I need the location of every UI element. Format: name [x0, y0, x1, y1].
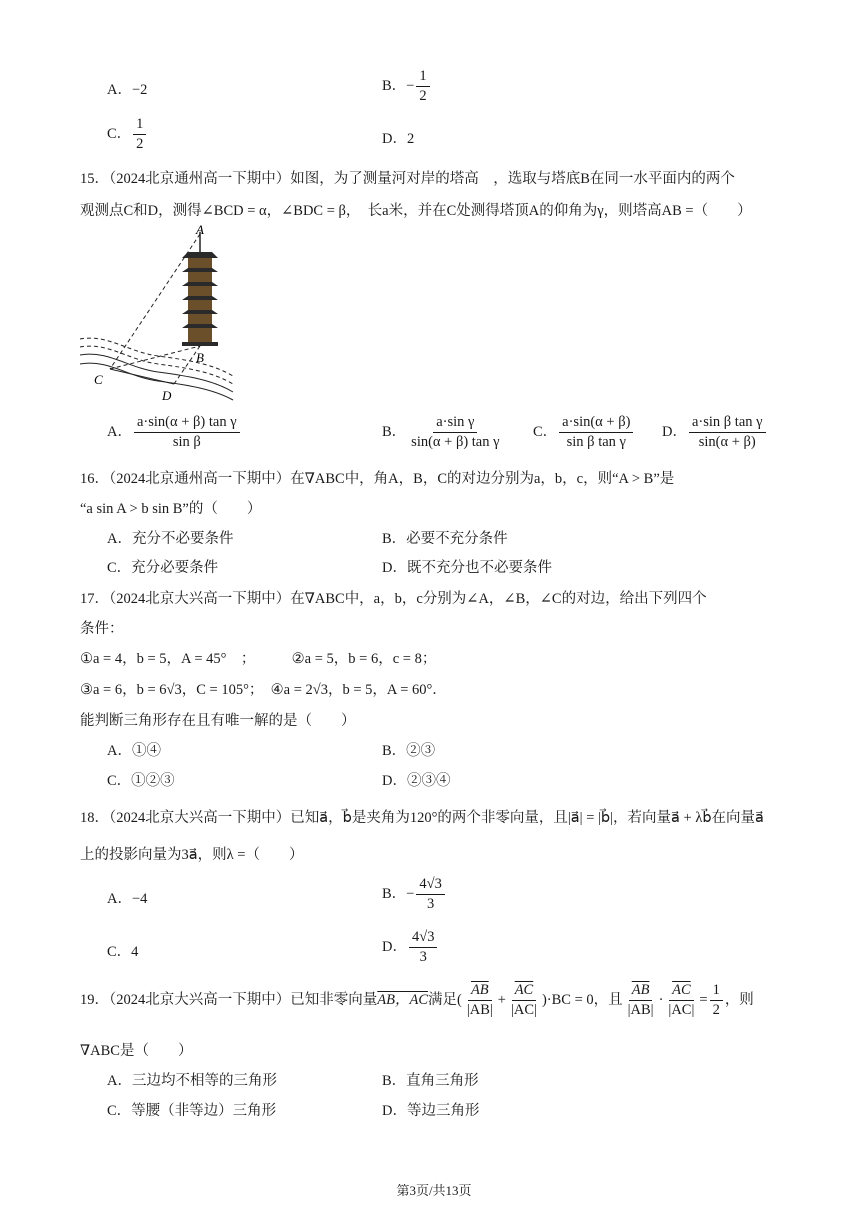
fraction-numerator: 1 — [710, 982, 723, 1001]
fraction-numerator: a·sin β tan γ — [689, 414, 766, 433]
q15-option-c-fraction — [559, 414, 633, 452]
q19-vectors: AB，AC — [377, 992, 428, 1009]
fraction-numerator: $\overline{AC}$ — [669, 982, 694, 1001]
q14-option-c — [107, 116, 148, 154]
fraction-numerator: $\overline{AC}$ — [512, 982, 537, 1001]
q15-stem-line1: 15．（2024北京通州高一下期中）如图，为了测量河对岸的塔高 ，选取与塔底B在同一水平面内的两个 — [80, 171, 735, 187]
q19-fraction-ac — [508, 982, 540, 1020]
option-label: A． — [107, 424, 132, 441]
q14-option-b-fraction — [416, 68, 429, 106]
line-cd — [110, 369, 174, 384]
river-bank-line — [80, 354, 233, 392]
q16-option-b: B．必要不充分条件 — [382, 531, 508, 547]
point-label-c: C — [94, 372, 103, 387]
q18-option-a: A．−4 — [107, 891, 148, 907]
fraction-numerator: 4√3 — [416, 876, 444, 895]
q14-option-a: A．−2 — [107, 82, 148, 98]
q19-fraction-ab — [464, 982, 496, 1020]
q16-stem-line2: “a sin A > b sin B”的（ ） — [80, 501, 262, 517]
q18-stem-line2: 上的投影向量为3a⃗，则λ =（ ） — [80, 847, 304, 863]
fraction-numerator: a·sin γ — [433, 414, 477, 433]
q18-stem-line1: 18．（2024北京大兴高一下期中）已知a⃗，b⃗是夹角为120°的两个非零向量，且|a⃗| = |b⃗|，若向量a⃗ + λb⃗在向量a⃗ — [80, 810, 764, 826]
q19-fraction-ab-2 — [625, 982, 657, 1020]
q14-option-c-prefix: C． — [107, 126, 132, 143]
option-label: D． — [382, 939, 407, 956]
fraction-numerator: 1 — [133, 116, 146, 135]
fraction-numerator: 1 — [416, 68, 429, 87]
q15-option-d — [662, 414, 768, 452]
fraction-numerator: $\overline{AB}$ — [468, 982, 492, 1001]
q17-condition-line1: ①a = 4，b = 5，A = 45° ； ②a = 5，b = 6，c = 8； — [80, 651, 437, 667]
q15-option-c — [533, 414, 635, 452]
fraction-numerator: a·sin(α + β) — [559, 414, 633, 433]
fraction-denominator: |AC| — [668, 1002, 695, 1019]
tower-river-figure — [78, 224, 238, 404]
fraction-denominator: 3 — [426, 896, 435, 913]
q17-stem-line2: 条件： — [80, 621, 124, 637]
q17-option-d: D．②③④ — [382, 773, 451, 789]
q14-option-b-prefix: B．− — [382, 78, 415, 95]
fraction-numerator: $\overline{AB}$ — [629, 982, 653, 1001]
q19-option-d: D．等边三角形 — [382, 1103, 480, 1119]
q15-option-a — [107, 414, 242, 452]
q19-prefix: 19．（2024北京大兴高一下期中）已知非零向量 — [80, 992, 378, 1009]
q19-fraction-ac-2 — [665, 982, 697, 1020]
q17-stem-line1: 17．（2024北京大兴高一下期中）在∇ABC中，a，b，c分别为∠A，∠B，∠C的对边，给出下列四个 — [80, 591, 707, 607]
q15-option-b — [382, 414, 505, 452]
q15-stem-line2: 观测点C和D，测得∠BCD = α，∠BDC = β， 长a米，并在C处测得塔顶A的仰角为γ，则塔高AB =（ ） — [80, 203, 752, 219]
q17-condition-line2: ③a = 6，b = 6√3，C = 105°； ④a = 2√3，b = 5，A = 60°． — [80, 682, 447, 698]
fraction-denominator: sin(α + β) — [698, 434, 756, 451]
q19-stem-line1 — [80, 982, 754, 1020]
fraction-numerator: 4√3 — [409, 929, 437, 948]
fraction-denominator: |AC| — [510, 1002, 537, 1019]
option-label: D． — [662, 424, 687, 441]
q18-option-d-fraction — [409, 929, 437, 967]
q17-option-a: A．①④ — [107, 743, 161, 759]
q19-text: )·BC = 0，且 — [541, 992, 623, 1009]
q14-option-c-fraction — [133, 116, 146, 154]
fraction-denominator: 2 — [419, 88, 427, 105]
option-label: B． — [382, 424, 407, 441]
q16-option-c: C．充分必要条件 — [107, 560, 219, 576]
option-label: C． — [533, 424, 558, 441]
q18-option-d — [382, 929, 439, 967]
q17-stem-line5: 能判断三角形存在且有唯一解的是（ ） — [80, 713, 356, 729]
q19-text: 满足( — [428, 992, 462, 1009]
fraction-denominator: |AB| — [466, 1002, 493, 1019]
fraction-denominator: sin β tan γ — [566, 434, 626, 451]
q17-option-b: B．②③ — [382, 743, 436, 759]
dot-sign: · — [658, 992, 664, 1009]
fraction-denominator: |AB| — [627, 1002, 654, 1019]
q19-text: ，则 — [724, 992, 754, 1009]
fraction-denominator: sin(α + β) tan γ — [411, 434, 500, 451]
q19-option-a: A．三边均不相等的三角形 — [107, 1073, 277, 1089]
fraction-denominator: 2 — [712, 1002, 720, 1019]
fraction-numerator: a·sin(α + β) tan γ — [134, 414, 240, 433]
pagoda-icon — [182, 232, 218, 346]
q18-option-b — [382, 876, 447, 914]
q15-option-b-fraction — [408, 414, 502, 452]
fraction-denominator: 2 — [136, 136, 144, 153]
q19-option-c: C．等腰（非等边）三角形 — [107, 1103, 277, 1119]
q19-fraction-half — [710, 982, 723, 1020]
q16-option-a: A．充分不必要条件 — [107, 531, 234, 547]
sight-line-ca — [110, 234, 200, 369]
fraction-denominator: 3 — [419, 949, 427, 966]
q18-option-c: C．4 — [107, 944, 139, 960]
q14-option-d: D．2 — [382, 131, 415, 147]
q16-option-d: D．既不充分也不必要条件 — [382, 560, 552, 576]
point-label-b: B — [196, 350, 204, 365]
plus-sign: + — [497, 992, 506, 1009]
q15-option-a-fraction — [134, 414, 240, 452]
option-label: B．− — [382, 886, 415, 903]
q14-option-b — [382, 68, 432, 106]
fraction-denominator: sin β — [172, 434, 201, 451]
q19-option-b: B．直角三角形 — [382, 1073, 479, 1089]
q16-stem-line1: 16．（2024北京通州高一下期中）在∇ABC中，角A，B，C的对边分别为a，b，c，则“A > B”是 — [80, 471, 675, 487]
q15-option-d-fraction — [689, 414, 766, 452]
equals-sign: = — [699, 992, 708, 1009]
q18-option-b-fraction — [416, 876, 444, 914]
q17-option-c: C．①②③ — [107, 773, 175, 789]
point-label-d: D — [162, 388, 172, 403]
page-number: 第3页/共13页 — [396, 1183, 472, 1198]
point-label-a: A — [196, 224, 204, 237]
q19-stem-line2: ∇ABC是（ ） — [80, 1043, 193, 1059]
